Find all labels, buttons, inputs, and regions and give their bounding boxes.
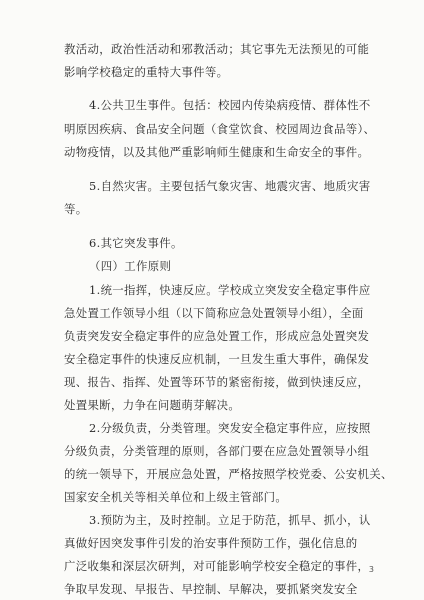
text-line: 教活动，政治性活动和邪教活动；其它事先无法预见的可能	[64, 42, 370, 56]
text-line: 的统一领导下，开展应急处置，严格按照学校党委、公安机关、	[64, 467, 393, 481]
text-line: 现、报告、指挥、处置等环节的紧密衔接，做到快速反应，	[64, 375, 370, 389]
text-line: 处置果断，力争在问题萌芽解决。	[64, 398, 241, 412]
text-line: 急处置工作领导小组（以下简称应急处置领导小组），全面	[64, 306, 364, 320]
text-line: 4.公共卫生事件。包括：校园内传染病疫情、群体性不	[89, 98, 371, 112]
text-line: 影响学校稳定的重特大事件等。	[64, 65, 229, 79]
text-line: 安全稳定事件的快速反应机制，一旦发生重大事件，确保发	[64, 352, 370, 366]
text-line: 等。	[64, 202, 88, 216]
text-line: 争取早发现、早报告、早控制、早解决，要抓紧突发安全	[64, 582, 358, 596]
text-line: 5.自然灾害。主要包括气象灾害、地震灾害、地质灾害	[89, 179, 371, 193]
text-line: 6.其它突发事件。	[89, 236, 183, 250]
text-line: 3.预防为主，及时控制。立足于防范，抓早、抓小，认	[89, 513, 371, 527]
text-line: 1.统一指挥，快速反应。学校成立突发安全稳定事件应	[89, 283, 371, 297]
text-line: 广泛收集和深层次研判，对可能影响学校安全稳定的事件，	[64, 559, 370, 573]
text-line: 明原因疾病、食品安全问题（食堂饮食、校园周边食品等）、	[64, 122, 376, 136]
text-line: 动物疫情，以及其他严重影响师生健康和生命安全的事件。	[64, 145, 370, 159]
text-line: 真做好因突发事件引发的治安事件预防工作，强化信息的	[64, 536, 358, 550]
page-number: 3	[368, 565, 374, 574]
text-line: 国家安全机关等相关单位和上级主管部门。	[64, 490, 288, 504]
text-line: （四）工作原则	[89, 259, 172, 273]
text-line: 2.分级负责，分类管理。突发安全稳定事件应，应按照	[89, 421, 371, 435]
text-line: 分级负责，分类管理的原则，各部门要在应急处置领导小组	[64, 444, 370, 458]
text-line: 负责突发安全稳定事件的应急处置工作，形成应急处置突发	[64, 329, 370, 343]
